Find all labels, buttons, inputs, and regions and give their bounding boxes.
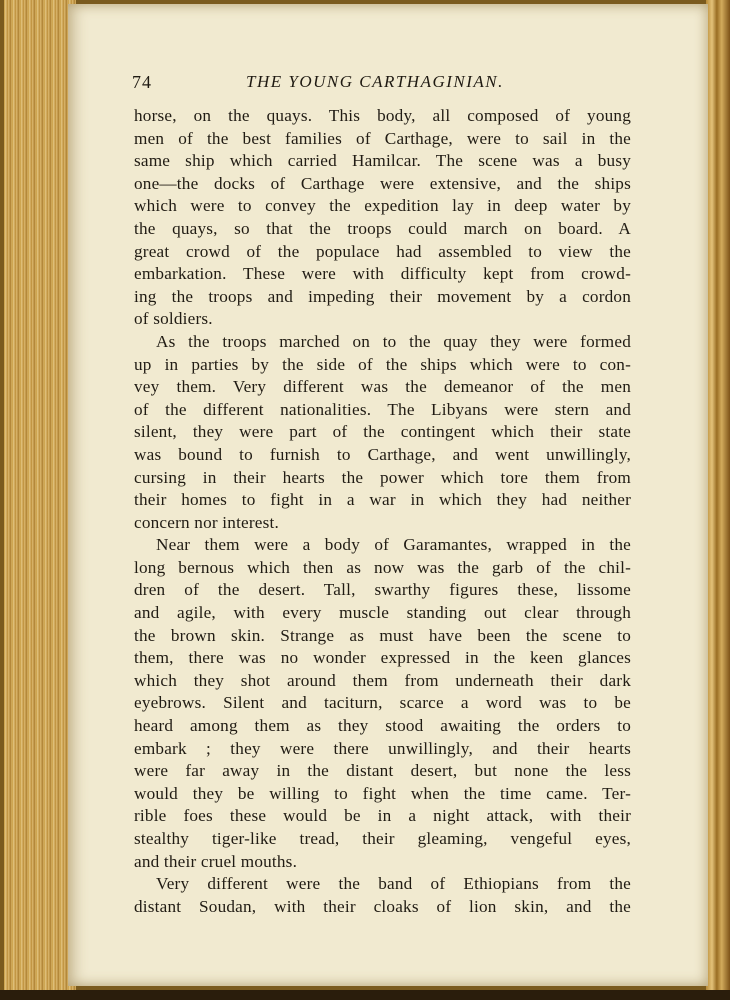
text-line: the quays, so that the troops could march on board. A bbox=[134, 218, 631, 238]
paragraph bbox=[134, 331, 631, 534]
text-line: which were to convey the expedition lay in deep water by bbox=[134, 196, 631, 216]
text-line: embark ; they were there unwillingly, and their hearts bbox=[134, 738, 631, 758]
text-line: one—the docks of Carthage were extensive, and the ships bbox=[134, 173, 631, 193]
text-line: the brown skin. Strange as must have been the scene to bbox=[134, 625, 631, 645]
text-line: dren of the desert. Tall, swarthy figures these, lissome bbox=[134, 580, 631, 600]
text-line: embarkation. These were with difficulty kept from crowd- bbox=[134, 264, 631, 284]
text-line: great crowd of the populace had assembled to view the bbox=[134, 241, 631, 261]
text-line: men of the best families of Carthage, were to sail in the bbox=[134, 128, 631, 148]
running-head: THE YOUNG CARTHAGINIAN. bbox=[246, 72, 504, 91]
text-line: which they shot around them from underneath their dark bbox=[134, 670, 631, 690]
text-line: horse, on the quays. This body, all composed of young bbox=[134, 106, 631, 125]
text-line: distant Soudan, with their cloaks of lion skin, and the bbox=[134, 896, 631, 916]
text-line: Near them were a body of Garamantes, wrapped in the bbox=[156, 535, 631, 555]
text-line: long bernous which then as now was the garb of the chil- bbox=[134, 557, 631, 577]
text-line: concern nor interest. bbox=[134, 512, 279, 532]
text-line: cursing in their hearts the power which tore them from bbox=[134, 467, 631, 487]
page-edges-right bbox=[706, 0, 730, 1000]
text-line: would they be willing to fight when the time came. Ter- bbox=[134, 783, 631, 803]
page-edges-left bbox=[4, 0, 76, 992]
text-line: of soldiers. bbox=[134, 309, 213, 329]
text-line: were far away in the distant desert, but none the less bbox=[134, 761, 631, 781]
bottom-shadow bbox=[0, 990, 730, 1000]
text-line: of the different nationalities. The Libyans were stern and bbox=[134, 399, 631, 419]
text-line: them, there was no wonder expressed in the keen glances bbox=[134, 648, 631, 668]
text-line: was bound to furnish to Carthage, and went unwillingly, bbox=[134, 444, 631, 464]
text-line: up in parties by the side of the ships which were to con- bbox=[134, 354, 631, 374]
text-line: rible foes these would be in a night attack, with their bbox=[134, 806, 631, 826]
text-line: same ship which carried Hamilcar. The scene was a busy bbox=[134, 151, 631, 171]
text-line: and their cruel mouths. bbox=[134, 851, 298, 871]
paragraph bbox=[134, 105, 631, 331]
paragraph bbox=[134, 534, 631, 873]
text-line: stealthy tiger-like tread, their gleaming, vengeful eyes, bbox=[134, 829, 631, 848]
text-line: As the troops marched on to the quay they were formed bbox=[156, 331, 631, 351]
text-line: ing the troops and impeding their movement by a cordon bbox=[134, 286, 631, 306]
page-header bbox=[132, 72, 632, 98]
text-line: heard among them as they stood awaiting the orders to bbox=[134, 716, 631, 736]
text-line: Very different were the band of Ethiopians from the bbox=[156, 874, 631, 894]
text-line: vey them. Very different was the demeanor of the men bbox=[134, 377, 631, 397]
text-line: eyebrows. Silent and taciturn, scarce a word was to be bbox=[134, 693, 631, 713]
paragraph bbox=[134, 873, 631, 918]
text-line: silent, they were part of the contingent which their state bbox=[134, 422, 631, 442]
page-number: 74 bbox=[132, 72, 152, 92]
text-line: and agile, with every muscle standing out clear through bbox=[134, 603, 631, 623]
text-line: their homes to fight in a war in which they had neither bbox=[134, 490, 631, 510]
body-text bbox=[134, 105, 631, 918]
